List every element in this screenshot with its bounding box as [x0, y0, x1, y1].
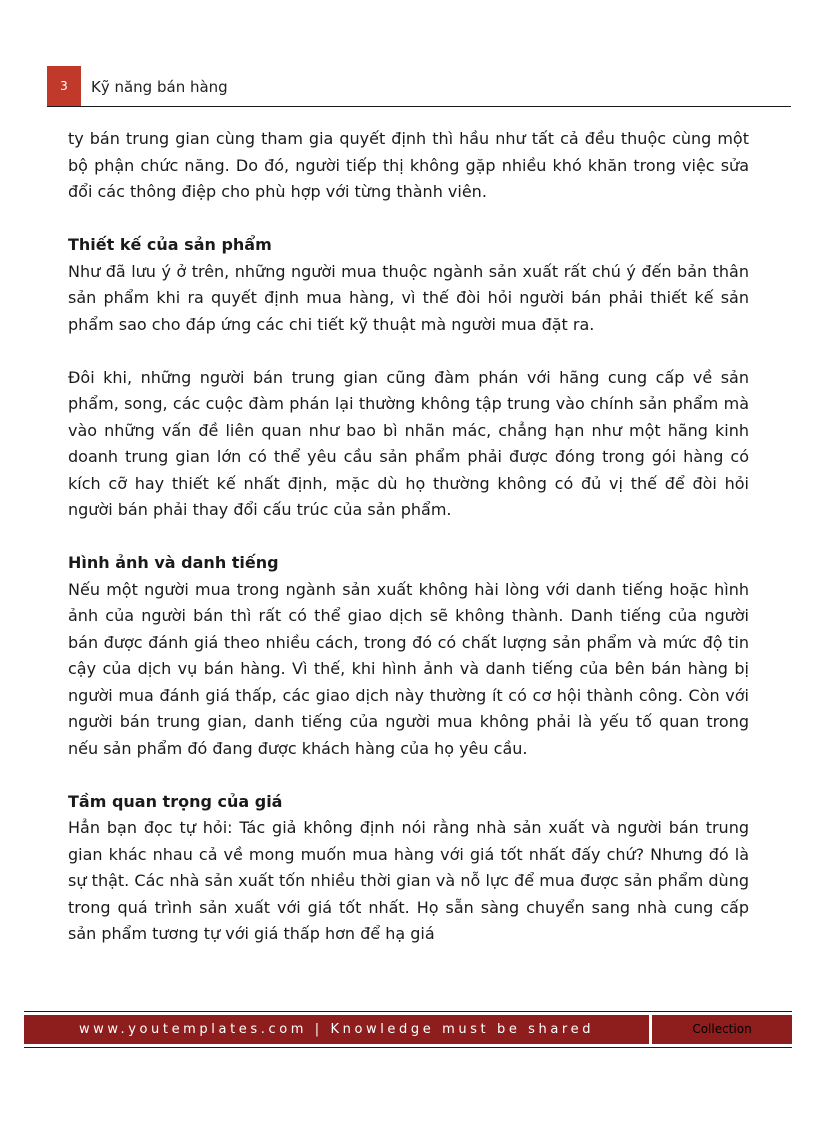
page-header — [47, 66, 791, 107]
section-heading-image-reputation: Hình ảnh và danh tiếng — [68, 553, 279, 572]
footer-site-link[interactable]: www.youtemplates.com | Knowledge must be shared — [24, 1015, 649, 1044]
header-title: Kỹ năng bán hàng — [91, 78, 228, 96]
footer-divider-bottom — [24, 1047, 792, 1048]
product-design-paragraph-2: Đôi khi, những người bán trung gian cũng đàm phán với hãng cung cấp về sản phẩm, song, các cuộc đàm phán lại thường không tập trung vào chính sản phẩm mà vào những vấn đề liên quan như bao bì nhãn mác, chẳng hạn như một hãng kinh doanh trung gian lớn có thể yêu cầu sản phẩm phải được đóng trong gói hàng có kích cỡ hay thiết kế nhất định, mặc dù họ thường không có đủ vị thế để đòi hỏi người bán phải thay đổi cấu trúc của sản phẩm. — [68, 367, 749, 519]
paragraph-spacer — [68, 206, 749, 233]
paragraph-spacer — [68, 338, 749, 365]
intro-paragraph: ty bán trung gian cùng tham gia quyết định thì hầu như tất cả đều thuộc cùng một bộ phận chức năng. Do đó, người tiếp thị không gặp nhiều khó khăn trong việc sửa đổi các thông điệp cho phù hợp với từng thành viên. — [68, 129, 749, 201]
section-heading-product-design: Thiết kế của sản phẩm — [68, 235, 272, 254]
image-reputation-paragraph: Nếu một người mua trong ngành sản xuất không hài lòng với danh tiếng hoặc hình ảnh của người bán thì rất có thể giao dịch sẽ không thành. Danh tiếng của người bán được đánh giá theo nhiều cách, trong đó có chất lượng sản phẩm và mức độ tin cậy của dịch vụ bán hàng. Vì thế, khi hình ảnh và danh tiếng của bên bán hàng bị người mua đánh giá thấp, các giao dịch này thường ít có cơ hội thành công. Còn với người bán trung gian, danh tiếng của người mua không phải là yếu tố quan trong nếu sản phẩm đó đang được khách hàng của họ yêu cầu. — [68, 579, 749, 758]
product-design-paragraph-1: Như đã lưu ý ở trên, những người mua thuộc ngành sản xuất rất chú ý đến bản thân sản phẩm khi ra quyết định mua hàng, vì thế đòi hỏi người bán phải thiết kế sản phẩm sao cho đáp ứng các chi tiết kỹ thuật mà người mua đặt ra. — [68, 261, 749, 334]
paragraph-spacer — [68, 524, 749, 551]
document-body — [68, 126, 749, 948]
section-heading-price-importance: Tầm quan trọng của giá — [68, 791, 283, 811]
price-importance-paragraph: Hẳn bạn đọc tự hỏi: Tác giả không định nói rằng nhà sản xuất và người bán trung gian khác nhau cả về mong muốn mua hàng với giá tốt nhất đấy chứ? Nhưng đó là sự thật. Các nhà sản xuất tốn nhiều thời gian và nỗ lực để mua được sản phẩm dùng trong quá trình sản xuất với giá tốt nhất. Họ sẵn sàng chuyển sang nhà cung cấp sản phẩm tương tự với giá thấp hơn để hạ giá — [68, 818, 749, 943]
footer-collection-tag: Collection — [652, 1015, 792, 1044]
footer-divider-top — [24, 1011, 792, 1012]
page-number-badge: 3 — [47, 66, 81, 106]
paragraph-spacer — [68, 762, 749, 789]
